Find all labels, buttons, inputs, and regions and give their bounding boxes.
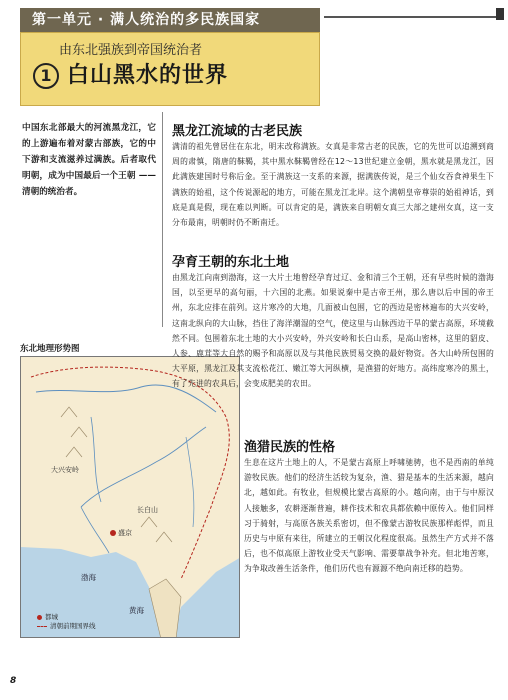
river-nen [91,417,101,502]
river-wusuli [186,437,194,527]
legend-item [37,622,96,631]
city-marker [110,530,116,536]
mountain-range-south [141,517,172,542]
river-songhua [81,427,206,507]
section-heading: 黑龙江流域的古老民族 [172,124,303,139]
section-body: 生息在这片土地上的人，不是蒙古高原上呼啸驰骋，也不是西南的单纯游牧民族。他们的经济生活较为复杂，渔、猎是基本的生活来源，越向北，越如此。有牧业，但规模比蒙古高原的小。越向南，由于与中原汉人接触多，农耕逐渐普遍，耕作技术和农具都依赖中原传入。他们同样习于骑射，与高原各族关系密切，但不像蒙古游牧民族那样彪悍，而且历史与中原有来往，所建立的王朝汉化程度很高。虽然生产方式并不落后，也不似高原上游牧业受天气影响、需要靠战争补充。但北地苦寒，为争取改善生活条件，他们历代也有源源不绝向南迁移的趋势。 [244,458,494,574]
map-label-sea2: 黄海 [129,606,144,615]
intro-text: 中国东北部最大的河流黑龙江，它的上游遍布着对蒙古部族，它的中下游和支流滋养过满族。后者取代明朝，成为中国最后一个王朝 —— 清朝的统治者。 [22,123,156,197]
lesson-number-badge: 1 [33,63,59,89]
map-drawing [21,357,240,638]
unit-title: 第一单元 · 满人统治的多民族国家 [20,8,320,32]
map-label-region1: 大兴安岭 [51,466,79,474]
northeast-map [20,356,240,638]
lesson-title: 白山黑水的世界 [67,63,229,88]
section-body: 满清的祖先曾居住在东北，明末改称满族。女真是非常古老的民族，它的先世可以追溯到商周的肃慎，隋唐的靺鞨，其中黑水靺鞨曾经在12～13世纪建立金朝，黑水就是黑龙江，因此满族建国时号称后金。至于满族这一支系的来源，据满族传说，是三个仙女吞食神果生下满族的始祖，这个传说源起的地方，可能在黑龙江北岸。这个满朝皇帝尊崇的始祖神话，到底是真是假，现在难以判断。可以肯定的是，满族来自明朝女真三大部之建州女真，这一支分布最南，明朝时仍不断南迁。 [172,142,494,228]
map-legend [37,613,96,631]
column-divider [162,112,163,327]
header-rule [324,16,496,18]
lesson-subtitle: 由东北强族到帝国统治者 [59,43,203,58]
section-body: 由黑龙江向南到渤海，这一大片土地曾经孕育过辽、金和清三个王朝，还有早些时候的渤海国，以至更早的高句丽，十六国的北燕。如果说秦中是古帝王州，那么唐以后中国的帝王州，东北应排在前列。这片寒冷的大地，几面被山包围，它的西边是密林遍布的大兴安岭，这南北纵向的大山脉，挡住了海洋潮湿的空气，使这里与山脉西边干旱的蒙古高原，环境截然不同。包围着东北土地的大小兴安岭，外兴安岭和长白山系，是高山密林，这里的貂皮、人参、鹿茸等大自然的赐予和高原以及与其他民族贸易交换的最好物资。各大山岭所包围的大平原，黑龙江及其支流松花江、嫩江等大河纵横，是渔猎的好地方。高纬度寒冷的黑土，有了先进的农具后，会变成肥美的农田。 [172,273,494,389]
lesson-banner [20,32,320,106]
map-caption: 东北地理形势图 [20,344,80,354]
legend-dot-icon [37,615,42,620]
map-label-sea1: 渤海 [81,573,96,582]
legend-label: 都城 [45,613,58,621]
header-rule-end [496,8,504,20]
legend-label: 清朝前期国界线 [50,622,96,630]
section-heading: 渔猎民族的性格 [244,440,336,455]
map-label-region2: 长白山 [137,506,158,514]
page-number: 8 [10,676,17,686]
river-liao [81,507,109,553]
legend-item [37,613,96,622]
map-label-city: 盛京 [118,529,132,537]
sea-area-east [171,557,240,638]
unit-header [20,8,320,106]
section-heading: 孕育王朝的东北土地 [172,255,290,270]
mountain-range [61,407,87,457]
legend-dash-icon [37,626,47,627]
